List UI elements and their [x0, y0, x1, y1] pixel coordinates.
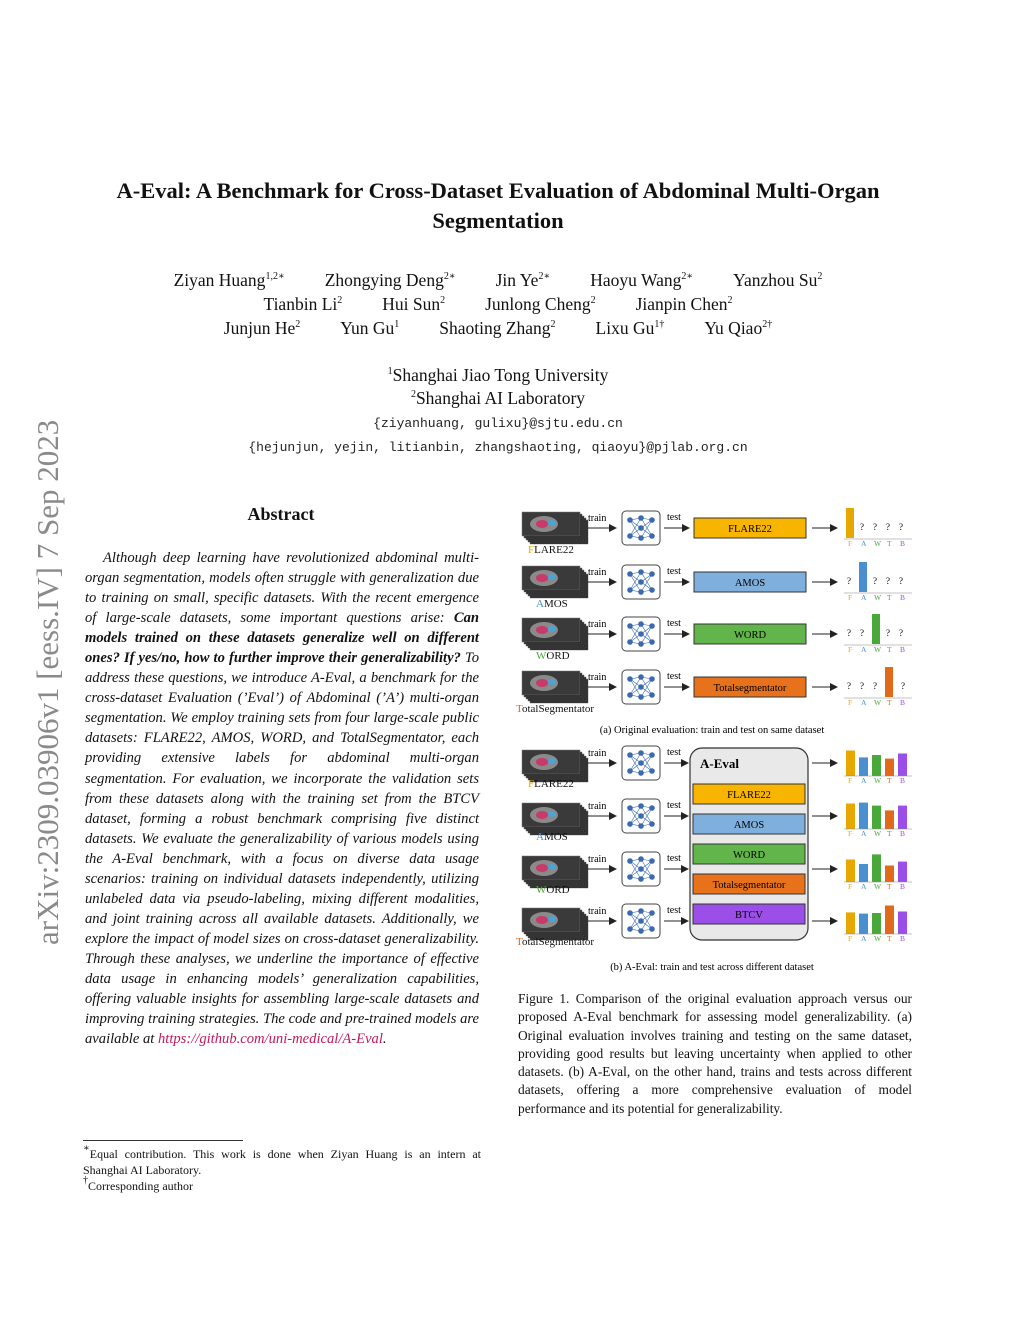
affiliation-2: $^2$Shanghai AI Laboratory [410, 388, 586, 408]
unknown-result: ? [860, 681, 864, 691]
test-label: test [667, 747, 681, 758]
train-label: train [588, 906, 607, 917]
author-line-1 [90, 270, 906, 291]
dataset-label: FLARE22 [528, 778, 574, 790]
bar-axis-letter: B [900, 882, 906, 891]
panel-a-row-3 [516, 667, 912, 715]
bar-axis-letter: T [887, 539, 892, 548]
result-bar [885, 906, 894, 935]
train-label: train [588, 513, 607, 524]
train-label: train [588, 801, 607, 812]
result-bar [859, 864, 868, 882]
abstract-heading: Abstract [247, 504, 315, 524]
test-label: test [667, 671, 681, 682]
bar-axis-letter: W [874, 934, 882, 943]
result-bar [872, 614, 880, 644]
bar-axis-letter: A [861, 934, 867, 943]
author-name: Tianbin Li$^2$ [263, 294, 343, 314]
unknown-result: ? [847, 681, 851, 691]
panel-a-row-0 [522, 508, 912, 556]
aeval-test-set-label: BTCV [734, 910, 764, 921]
bar-axis-letter: B [900, 593, 906, 602]
unknown-result: ? [873, 522, 877, 532]
test-label: test [667, 905, 681, 916]
unknown-result: ? [886, 628, 890, 638]
result-bar [859, 757, 868, 776]
unknown-result: ? [873, 576, 877, 586]
author-name: Yun Gu$^1$ [340, 318, 400, 338]
ct-volume-3 [522, 671, 588, 703]
result-bar [885, 810, 894, 829]
result-bar [846, 912, 855, 934]
aeval-title: A-Eval [700, 756, 739, 771]
network-icon [622, 617, 660, 651]
train-label: train [588, 748, 607, 759]
result-bar [872, 854, 881, 882]
result-bar [846, 751, 855, 777]
paper-title: A-Eval: A Benchmark for Cross-Dataset Evaluation of Abdominal Multi-Organ Segmentation [116, 178, 880, 233]
train-label: train [588, 854, 607, 865]
result-bar [859, 562, 867, 592]
unknown-result: ? [899, 628, 903, 638]
bar-axis-letter: B [900, 829, 906, 838]
bar-axis-letter: A [861, 829, 867, 838]
bar-axis-letter: T [887, 829, 892, 838]
test-label: test [667, 800, 681, 811]
abstract-key-question: Can models trained on these datasets generalize well on different ones? If yes/no, how to further improve their generalizability? [85, 610, 479, 667]
unknown-result: ? [847, 576, 851, 586]
dataset-label: WORD [536, 884, 570, 896]
result-bar [872, 755, 881, 776]
result-bar [885, 866, 894, 883]
unknown-result: ? [886, 522, 890, 532]
author-name: Haoyu Wang$^{2∗}$ [590, 270, 694, 290]
bar-axis-letter: B [900, 698, 906, 707]
unknown-result: ? [886, 576, 890, 586]
bar-axis-letter: F [848, 776, 853, 785]
test-set-label: AMOS [734, 578, 766, 589]
dataset-label: FLARE22 [528, 544, 574, 556]
footnote-equal-contribution: ∗Equal contribution. This work is done when Ziyan Huang is an intern at Shanghai AI Laboratory. [83, 1143, 481, 1177]
bar-axis-letter: F [848, 539, 853, 548]
footnote-rule [83, 1140, 243, 1141]
network-icon [622, 746, 660, 780]
dataset-label: TotalSegmentator [516, 703, 595, 715]
dataset-label: WORD [536, 650, 570, 662]
bar-axis-letter: W [874, 645, 882, 654]
test-label: test [667, 512, 681, 523]
aeval-test-set-label: FLARE22 [727, 790, 771, 801]
arxiv-stamp [20, 365, 70, 945]
author-name: Jin $Ye^{2∗}$ [495, 270, 551, 290]
bar-axis-letter: B [900, 934, 906, 943]
code-link[interactable]: https://github.com/uni-medical/A-Eval [157, 1031, 383, 1048]
result-bar [859, 803, 868, 829]
bar-axis-letter: A [861, 698, 867, 707]
result-bar [846, 860, 855, 883]
panel-b-caption: (b) A-Eval: train and test across different dataset [610, 962, 814, 973]
author-name: Yu Qiao$^{2\dagger}$ [704, 318, 773, 338]
bar-axis-letter: F [848, 698, 853, 707]
result-bar [885, 759, 894, 776]
affiliation-1: $^1$Shanghai Jiao Tong University [387, 365, 609, 385]
result-bar [859, 914, 868, 934]
bar-axis-letter: T [887, 593, 892, 602]
email-line-1: {ziyanhuang, gulixu}@sjtu.edu.cn [373, 416, 623, 431]
dataset-label: AMOS [536, 598, 568, 610]
test-set-label: Totalsegmentator [713, 683, 787, 694]
author-name: Shaoting Zhang$^2$ [439, 318, 556, 338]
result-bar [885, 667, 893, 697]
ct-volume-1 [522, 566, 588, 598]
bar-axis-letter: T [887, 882, 892, 891]
result-bar [898, 754, 907, 777]
bar-axis-letter: A [861, 645, 867, 654]
aeval-test-set-label: AMOS [733, 820, 765, 831]
unknown-result: ? [860, 628, 864, 638]
unknown-result: ? [899, 576, 903, 586]
result-bar [846, 508, 854, 538]
network-icon [622, 670, 660, 704]
bar-axis-letter: A [861, 539, 867, 548]
arxiv-identifier: arXiv:2309.03906v1 [eess.IV] 7 Sep 2023 [30, 419, 65, 945]
result-bar [898, 912, 907, 935]
bar-axis-letter: W [874, 593, 882, 602]
network-icon [622, 852, 660, 886]
test-label: test [667, 853, 681, 864]
author-name: Yanzhou Su$^2$ [733, 270, 823, 290]
bar-axis-letter: F [848, 593, 853, 602]
train-label: train [588, 567, 607, 578]
author-line-2 [90, 294, 906, 315]
train-label: train [588, 619, 607, 630]
result-bar [846, 804, 855, 830]
author-name: Zhongying Deng$^{2∗}$ [324, 270, 456, 290]
bar-axis-letter: W [874, 698, 882, 707]
unknown-result: ? [901, 681, 905, 691]
figure-1 [512, 500, 918, 980]
bar-axis-letter: T [887, 934, 892, 943]
author-name: Ziyan Huang$^{1,2∗}$ [173, 270, 285, 290]
unknown-result: ? [860, 522, 864, 532]
bar-axis-letter: F [848, 645, 853, 654]
bar-axis-letter: W [874, 539, 882, 548]
network-icon [622, 904, 660, 938]
dataset-label: TotalSegmentator [516, 936, 595, 948]
result-bar [872, 913, 881, 934]
figure-caption: Figure 1. Comparison of the original evaluation approach versus our proposed A-Eval benchmark for assessing model generalizability. (a) Original evaluation involves training and testing on the same dataset, providing good results but leaving uncertainty when applied to other datasets. (b) A-Eval, on the other hand, trains and tests across different datasets, offering a more comprehensive evaluation of model performance and its potential for generalizability. [518, 991, 912, 1116]
ct-volume-0 [522, 512, 588, 544]
network-icon [622, 799, 660, 833]
bar-axis-letter: A [861, 882, 867, 891]
network-icon [622, 511, 660, 545]
author-line-3 [90, 318, 906, 339]
bar-axis-letter: F [848, 829, 853, 838]
unknown-result: ? [847, 628, 851, 638]
author-name: Lixu $Gu^{1\dagger}$ [595, 318, 665, 338]
result-bar [898, 806, 907, 829]
result-bar [872, 806, 881, 829]
bar-axis-letter: W [874, 776, 882, 785]
bar-axis-letter: B [900, 645, 906, 654]
bar-axis-letter: A [861, 593, 867, 602]
unknown-result: ? [899, 522, 903, 532]
bar-axis-letter: B [900, 539, 906, 548]
test-set-label: WORD [733, 630, 767, 641]
author-name: Junlong Cheng$^2$ [485, 294, 596, 314]
dataset-label: AMOS [536, 831, 568, 843]
bar-axis-letter: B [900, 776, 906, 785]
bar-axis-letter: A [861, 776, 867, 785]
panel-a-caption: (a) Original evaluation: train and test on same dataset [599, 725, 825, 736]
test-set-label: FLARE22 [728, 524, 772, 535]
bar-axis-letter: T [887, 698, 892, 707]
panel-a-row-2 [522, 614, 912, 662]
test-label: test [667, 618, 681, 629]
bar-axis-letter: T [887, 645, 892, 654]
bar-axis-letter: F [848, 882, 853, 891]
panel-a-row-1 [522, 562, 912, 610]
bar-axis-letter: W [874, 882, 882, 891]
aeval-test-set-label: WORD [732, 850, 766, 861]
network-icon [622, 565, 660, 599]
bar-axis-letter: T [887, 776, 892, 785]
author-name: Hui Sun$^2$ [382, 294, 446, 314]
train-label: train [588, 672, 607, 683]
author-name: Jianpin Chen$^2$ [635, 294, 733, 314]
result-bar [898, 862, 907, 882]
footnote-corresponding: †Corresponding author [83, 1175, 193, 1193]
aeval-test-set-label: Totalsegmentator [712, 880, 786, 891]
bar-axis-letter: W [874, 829, 882, 838]
ct-volume-2 [522, 618, 588, 650]
unknown-result: ? [873, 681, 877, 691]
email-line-2: {hejunjun, yejin, litianbin, zhangshaoting, qiaoyu}@pjlab.org.cn [248, 440, 748, 455]
bar-axis-letter: F [848, 934, 853, 943]
author-name: Junjun He$^2$ [223, 318, 301, 338]
abstract-text: Although deep learning have revolutionized abdominal multi-organ segmentation, models often struggle with generalization due to training on small, specific datasets. With the recent emergence of large-scale datasets, some important questions arise: Can models trained on these datasets generalize well on different ones? If yes/no, how to further improve their generalizability? To address these questions, we introduce A-Eval, a benchmark for the cross-dataset Evaluation (’Eval’) of Abdominal (’A’) multi-organ segmentation. We employ training sets from four large-scale public datasets: FLARE22, AMOS, WORD, and TotalSegmentator, each providing extensive labels for abdominal multi-organ segmentation. For evaluation, we incorporate the validation sets from these datasets along with the training set from the BTCV dataset, forming a robust benchmark comprising five distinct datasets. We evaluate the generalizability of various models using the A-Eval benchmark, with a focus on diverse data usage scenarios: training on individual datasets independently, utilizing unlabeled data via pseudo-labeling, mixing different modalities, and joint training across all available datasets. Additionally, we explore the impact of model sizes on cross-dataset generalizability. Through these analyses, we underline the importance of effective data usage in enhancing models’ generalization capabilities, offering valuable insights for assembling large-scale datasets and improving training strategies. The code and pre-trained models are available at https://github.com/uni-medical/A-Eval. [85, 550, 479, 1048]
test-label: test [667, 566, 681, 577]
